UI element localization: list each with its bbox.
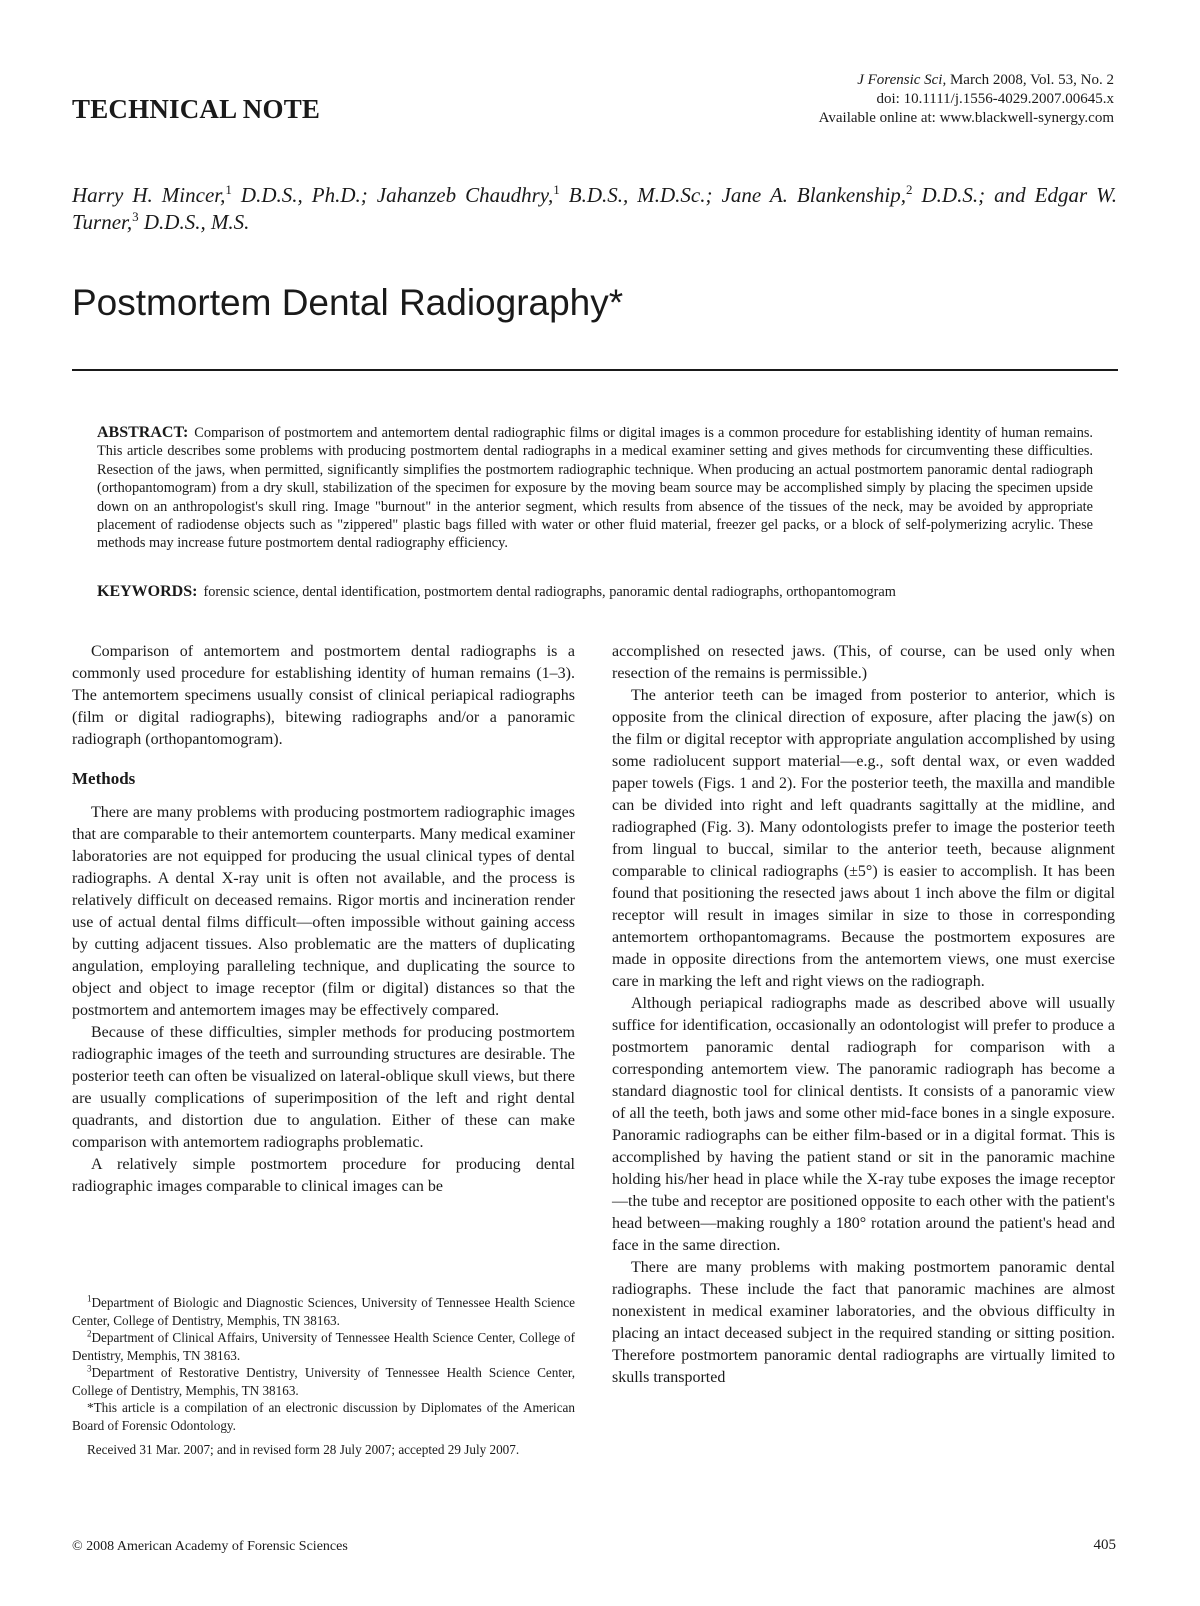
paragraph: There are many problems with producing postmortem radiographic images that are comparable to their antemortem counterparts. Many medical examiner laboratories are not equipped for producing the usual clinical types of dental radiographs. A dental X-ray unit is often not available, and the process is relatively difficult on deceased remains. Rigor mortis and incineration render use of actual dental films difficult—often impossible without gaining access by cutting adjacent tissues. Also problematic are the matters of duplicating angulation, employing paralleling technique, and duplicating the source to object and object to image receptor (film or digital) distances so that the postmortem and antemortem images may be effectively compared. xyxy=(72,804,575,1019)
footnote-text: Department of Restorative Dentistry, University of Tennessee Health Science Center, College of Dentistry, Memphis, TN 38163. xyxy=(72,1365,575,1398)
abstract xyxy=(97,424,1093,553)
paragraph: Comparison of antemortem and postmortem dental radiographs is a commonly used procedure for establishing identity of human remains (1–3). The antemortem specimens usually consist of clinical periapical radiographs (film or digital radiographs), bitewing radiographs and/or a panoramic radiograph (orthopantomogram). xyxy=(72,643,575,748)
author-list xyxy=(72,182,1117,236)
footnote-text: Department of Clinical Affairs, University of Tennessee Health Science Center, College of Dentistry, Memphis, TN 38163. xyxy=(72,1330,575,1363)
journal-issue-line xyxy=(819,71,1114,90)
body-column-right xyxy=(612,641,1115,1389)
footnote xyxy=(72,1329,575,1364)
copyright-notice: © 2008 American Academy of Forensic Sciences xyxy=(72,1539,348,1554)
journal-citation xyxy=(819,71,1114,128)
footnote-marker: 2 xyxy=(87,1328,92,1339)
page-number: 405 xyxy=(1093,1537,1116,1553)
affiliation-marker: 2 xyxy=(905,182,913,197)
footnote xyxy=(72,1364,575,1399)
affiliation-marker: 1 xyxy=(553,182,560,197)
footnote-text: Department of Biologic and Diagnostic Sciences, University of Tennessee Health Science Center, College of Dentistry, Memphis, TN 38163. xyxy=(72,1295,575,1328)
author-name: D.D.S.; and Edgar W. Turner, xyxy=(72,183,1117,234)
section-heading-methods: Methods xyxy=(72,769,136,788)
paragraph: accomplished on resected jaws. (This, of course, can be used only when resection of the remains is permissible.) xyxy=(612,643,1115,682)
author-name: Harry H. Mincer, xyxy=(72,183,226,207)
footnote xyxy=(72,1294,575,1329)
footnote: *This article is a compilation of an electronic discussion by Diplomates of the American Board of Forensic Odontology. xyxy=(72,1400,575,1433)
journal-name: J Forensic Sci, xyxy=(857,72,947,88)
footnote-marker: 1 xyxy=(87,1293,92,1304)
author-name: D.D.S., Ph.D.; Jahanzeb Chaudhry, xyxy=(231,183,554,207)
online-availability: Available online at: www.blackwell-synergy.com xyxy=(818,110,1114,126)
journal-issue: March 2008, Vol. 53, No. 2 xyxy=(946,72,1114,88)
keywords-text: forensic science, dental identification, postmortem dental radiographs, panoramic dental radiographs, orthopantomogram xyxy=(203,584,896,600)
doi: doi: 10.1111/j.1556-4029.2007.00645.x xyxy=(876,91,1114,107)
paragraph: Although periapical radiographs made as described above will usually suffice for identification, occasionally an odontologist will prefer to produce a postmortem panoramic dental radiograph for comparison with a corresponding antemortem view. The panoramic radiograph has become a standard diagnostic tool for clinical dentists. It consists of a panoramic view of all the teeth, both jaws and some other mid-face bones in a single exposure. Panoramic radiographs can be either film-based or in a digital format. This is accomplished by having the patient stand or sit in the panoramic machine holding his/her head in place while the X-ray tube exposes the image receptor—the tube and receptor are positioned opposite to each other with the patient's head between—making roughly a 180° rotation around the patient's head and face in the same direction. xyxy=(612,995,1115,1254)
title-divider xyxy=(72,369,1118,371)
paragraph: The anterior teeth can be imaged from posterior to anterior, which is opposite from the clinical direction of exposure, after placing the jaw(s) on the film or digital receptor with appropriate angulation accomplished by using some radiolucent support material—e.g., soft dental wax, or even wadded paper towels (Figs. 1 and 2). For the posterior teeth, the maxilla and mandible can be divided into right and left quadrants sagittally at the midline, and radiographed (Fig. 3). Many odontologists prefer to image the posterior teeth from lingual to buccal, similar to the anterior teeth, because alignment comparable to clinical radiographs (±5°) is easier to accomplish. It has been found that positioning the resected jaws about 1 inch above the film or digital receptor will result in images similar in size to those in corresponding antemortem orthopantomagrams. Because the postmortem exposures are made in opposite directions from the antemortem views, one must exercise care in marking the left and right views on the radiograph. xyxy=(612,687,1115,990)
paragraph: There are many problems with making postmortem panoramic dental radiographs. These include the fact that panoramic machines are almost nonexistent in medical examiner laboratories, and the obvious difficulty in placing an intact deceased subject in the required standing or sitting position. Therefore postmortem panoramic dental radiographs are virtually limited to skulls transported xyxy=(612,1259,1115,1386)
article-type-label: TECHNICAL NOTE xyxy=(72,94,321,124)
abstract-label: ABSTRACT: xyxy=(97,424,189,441)
paragraph: Because of these difficulties, simpler methods for producing postmortem radiographic images of the teeth and surrounding structures are desirable. The posterior teeth can often be visualized on lateral-oblique skull views, but there are usually complications of superimposition of the left and right dental quadrants, and distortion due to angulation. Either of these can make comparison with antemortem radiographs problematic. xyxy=(72,1024,575,1151)
author-name: D.D.S., M.S. xyxy=(138,210,250,234)
paragraph: A relatively simple postmortem procedure for producing dental radiographic images comparable to clinical images can be xyxy=(72,1156,575,1195)
footnote-marker: 3 xyxy=(87,1363,92,1374)
abstract-text: Comparison of postmortem and antemortem dental radiographic films or digital images is a common procedure for establishing identity of human remains. This article describes some problems with producing postmortem dental radiographs in a medical examiner setting and gives methods for circumventing these difficulties. Resection of the jaws, when permitted, significantly simplifies the postmortem radiographic technique. When producing an actual postmortem panoramic dental radiograph (orthopantomogram) from a dry skull, stabilization of the specimen for exposure by the moving beam source may be accomplished simply by placing the specimen upside down on an anthropologist's skull ring. Image "burnout" in the anterior segment, which results from absence of the tissues of the neck, may be avoided by appropriate placement of radiodense objects such as "zippered" plastic bags filled with water or other fluid material, freezer gel packs, or a block of self-polymerizing acrylic. These methods may increase future postmortem dental radiography efficiency. xyxy=(97,425,1093,552)
affiliation-marker: 1 xyxy=(225,182,232,197)
author-name: B.D.S., M.D.Sc.; Jane A. Blankenship, xyxy=(559,183,906,207)
body-column-left xyxy=(72,641,575,1198)
keywords-label: KEYWORDS: xyxy=(97,583,198,600)
keywords xyxy=(97,583,1093,601)
affiliation-marker: 3 xyxy=(132,209,139,224)
received-dates: Received 31 Mar. 2007; and in revised form 28 July 2007; accepted 29 July 2007. xyxy=(87,1442,520,1457)
article-title: Postmortem Dental Radiography* xyxy=(72,282,624,323)
footnotes xyxy=(72,1294,575,1459)
